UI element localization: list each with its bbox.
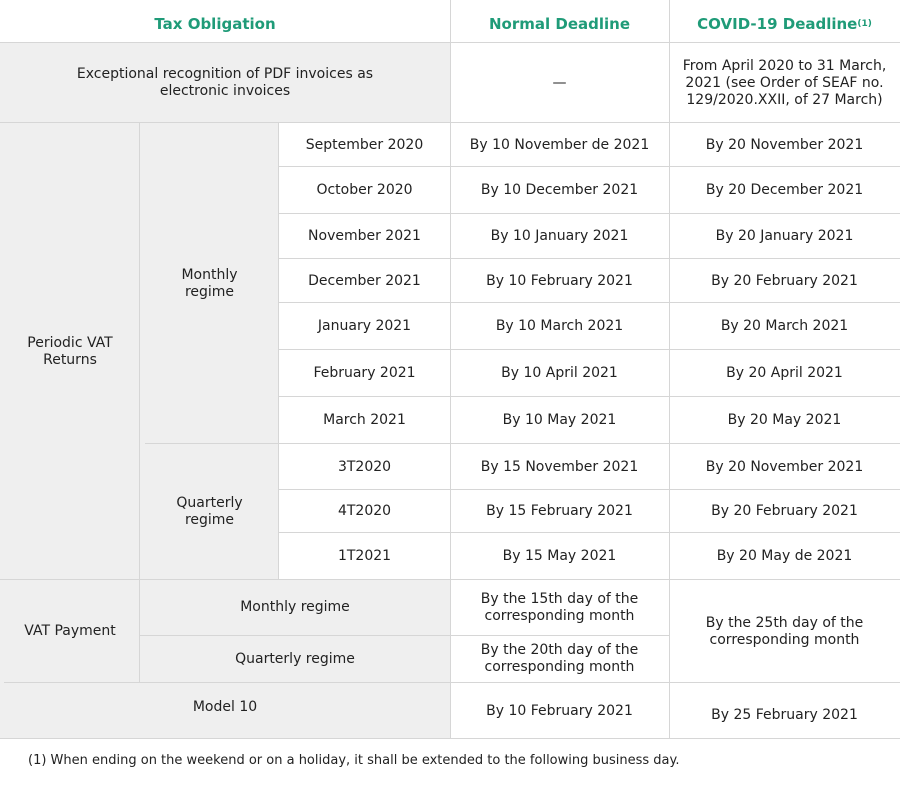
divider (140, 635, 669, 636)
header-normal-deadline: Normal Deadline (489, 14, 630, 33)
covid-deadline-cell: By 20 November 2021 (705, 136, 864, 153)
vat-payment-monthly-normal: By the 15th day of the corresponding month (480, 590, 639, 624)
period-cell: February 2021 (313, 365, 416, 381)
header-covid-label: COVID-19 Deadline (697, 14, 858, 33)
normal-deadline-cell: By 15 November 2021 (480, 458, 639, 475)
footnote: (1) When ending on the weekend or on a holiday, it shall be extended to the following business day. (28, 753, 680, 768)
period-cell: 4T2020 (337, 503, 392, 519)
pdf-row-label: Exceptional recognition of PDF invoices as electronic invoices (0, 43, 450, 123)
covid-deadline-cell: By 20 May de 2021 (716, 548, 853, 564)
normal-deadline-cell: By 15 May 2021 (502, 548, 617, 564)
period-cell: 3T2020 (337, 458, 392, 475)
model10-normal: By 10 February 2021 (486, 702, 633, 719)
normal-deadline-cell: By 10 March 2021 (495, 318, 624, 334)
monthly-regime-label: Monthly regime (140, 123, 279, 444)
covid-deadline-cell: By 20 April 2021 (726, 365, 843, 381)
period-cell: March 2021 (323, 412, 406, 428)
pdf-row-covid: From April 2020 to 31 March, 2021 (see Order of SEAF no. 129/2020.XXII, of 27 March) (682, 57, 887, 108)
period-cell: November 2021 (308, 228, 421, 244)
normal-deadline-cell: By 10 January 2021 (490, 228, 629, 244)
normal-deadline-cell: By 15 February 2021 (486, 503, 633, 519)
vat-payment-covid: By the 25th day of the corresponding month (705, 614, 864, 648)
divider (145, 443, 900, 444)
vat-payment-label: VAT Payment (0, 580, 140, 683)
period-cell: September 2020 (305, 136, 424, 153)
divider (669, 0, 670, 739)
covid-deadline-cell: By 20 March 2021 (720, 318, 849, 334)
normal-deadline-cell: By 10 February 2021 (486, 272, 633, 289)
vat-payment-quarterly-normal: By the 20th day of the corresponding month (480, 642, 639, 675)
periodic-vat-label: Periodic VAT Returns (0, 123, 140, 580)
covid-deadline-cell: By 20 February 2021 (711, 503, 858, 519)
covid-deadline-cell: By 20 February 2021 (711, 272, 858, 289)
covid-deadline-cell: By 20 December 2021 (705, 182, 864, 198)
divider (139, 123, 140, 683)
quarterly-regime-label: Quarterly regime (140, 444, 279, 580)
period-cell: 1T2021 (337, 548, 392, 564)
normal-deadline-cell: By 10 April 2021 (501, 365, 618, 381)
pdf-row-normal: — (552, 74, 567, 91)
vat-payment-monthly-label: Monthly regime (140, 580, 450, 635)
covid-deadline-cell: By 20 January 2021 (715, 228, 854, 244)
header-covid-deadline: COVID-19 Deadline (1) (697, 14, 872, 33)
normal-deadline-cell: By 10 December 2021 (480, 182, 639, 198)
period-cell: January 2021 (317, 318, 412, 334)
divider (278, 123, 279, 580)
covid-deadline-cell: By 20 May 2021 (727, 412, 842, 428)
model10-label: Model 10 (0, 683, 450, 739)
period-cell: October 2020 (316, 182, 413, 198)
vat-payment-quarterly-label: Quarterly regime (140, 635, 450, 683)
header-tax-obligation: Tax Obligation (154, 14, 276, 33)
period-cell: December 2021 (308, 272, 421, 289)
normal-deadline-cell: By 10 May 2021 (502, 412, 617, 428)
model10-covid: By 25 February 2021 (711, 706, 858, 723)
divider (450, 0, 451, 739)
normal-deadline-cell: By 10 November de 2021 (469, 136, 650, 153)
covid-deadline-cell: By 20 November 2021 (705, 458, 864, 475)
